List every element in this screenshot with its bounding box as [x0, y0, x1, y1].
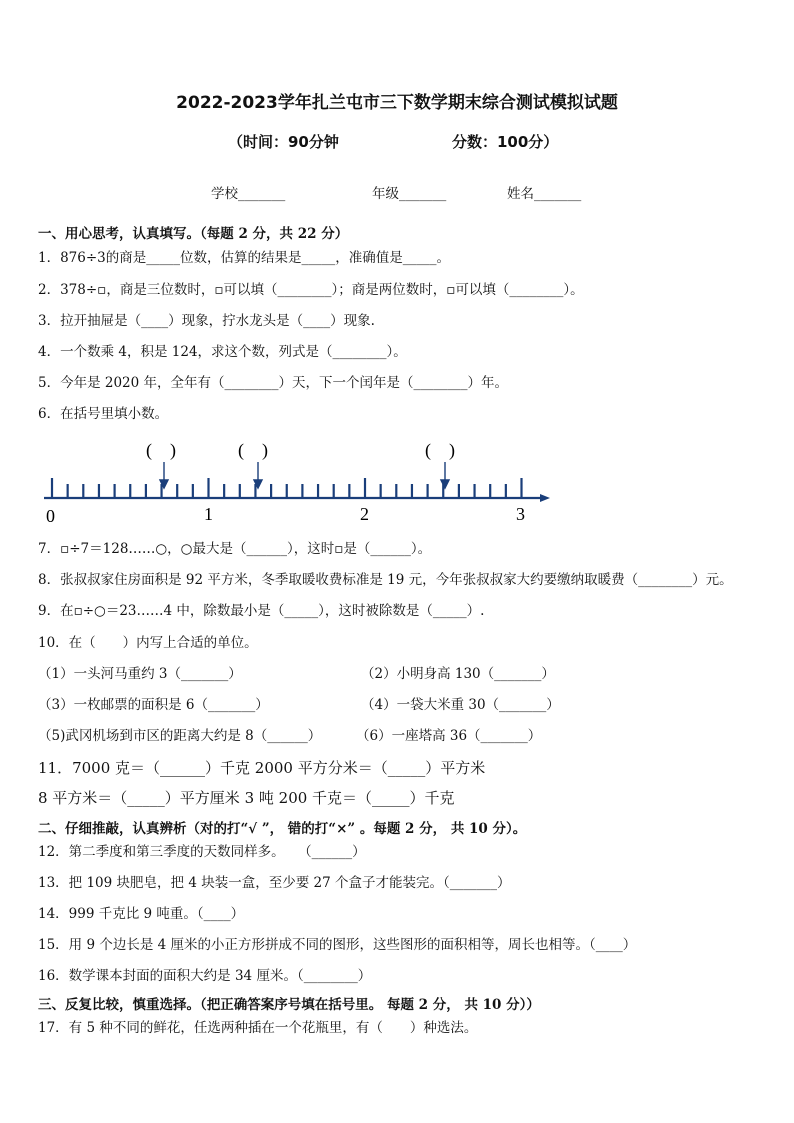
tick-label-2: 2 — [360, 504, 369, 524]
school-field: 学校_______ — [211, 186, 286, 202]
section-1-heading: 一、用心思考，认真填写。（每题 2 分，共 22 分） — [38, 226, 349, 242]
section-2-heading: 二、仔细推敲，认真辨析（对的打“√ ”， 错的打“×” 。每题 2 分， 共 10 分）。 — [38, 821, 527, 837]
question-10-2: （2）小明身高 130（_______） — [361, 666, 555, 682]
question-12: 12．第二季度和第三季度的天数同样多。 （______） — [38, 844, 366, 860]
exam-score: 分数：100分） — [452, 133, 559, 151]
question-4: 4．一个数乘 4，积是 124，求这个数，列式是（________）。 — [38, 344, 407, 360]
question-10-3: （3）一枚邮票的面积是 6（_______） — [38, 697, 269, 713]
tick-label-1: 1 — [204, 504, 213, 524]
number-line-arrowhead — [540, 494, 550, 502]
question-13: 13．把 109 块肥皂，把 4 块装一盒，至少要 27 个盒子才能装完。（_______） — [38, 875, 511, 891]
question-16: 16．数学课本封面的面积大约是 34 厘米。（________） — [38, 968, 372, 984]
question-10-1: （1）一头河马重约 3（_______） — [38, 666, 242, 682]
tick-label-0: 0 — [46, 506, 55, 526]
question-10: 10．在（ ）内写上合适的单位。 — [38, 635, 258, 651]
grade-field: 年级_______ — [372, 186, 447, 202]
number-line-ticks — [52, 478, 522, 498]
exam-time: （时间：90分钟 — [228, 133, 339, 151]
question-1: 1．876÷3的商是_____位数，估算的结果是_____，准确值是_____。 — [38, 250, 451, 266]
question-11-line-1: 11．7000 克＝（______）千克 2000 平方分米＝（_____）平方米 — [38, 759, 486, 777]
question-5: 5．今年是 2020 年，全年有（________）天，下一个闰年是（________）年。 — [38, 375, 509, 391]
question-7: 7．▫÷7＝128……○，○最大是（______），这时▫是（______）。 — [38, 541, 432, 557]
question-2: 2．378÷▫，商是三位数时，▫可以填（________）；商是两位数时，▫可以填（________）。 — [38, 282, 584, 298]
answer-blank-1: ( ) — [146, 440, 176, 460]
question-9: 9．在▫÷○＝23……4 中，除数最小是（_____），这时被除数是（_____）. — [38, 603, 485, 619]
answer-blank-3: ( ) — [425, 440, 455, 460]
question-15: 15．用 9 个边长是 4 厘米的小正方形拼成不同的图形，这些图形的面积相等，周长也相等。（____） — [38, 937, 637, 953]
question-3: 3．拉开抽屉是（____）现象，拧水龙头是（____）现象. — [38, 313, 375, 329]
question-10-4: （4）一袋大米重 30（_______） — [361, 697, 560, 713]
question-6: 6．在括号里填小数。 — [38, 406, 169, 422]
question-14: 14．999 千克比 9 吨重。（____） — [38, 906, 245, 922]
answer-blank-2: ( ) — [238, 440, 268, 460]
question-10-6: （6）一座塔高 36（_______） — [356, 728, 542, 744]
name-field: 姓名_______ — [507, 186, 582, 202]
tick-label-3: 3 — [516, 504, 525, 524]
page-title: 2022-2023学年扎兰屯市三下数学期末综合测试模拟试题 — [176, 93, 618, 113]
question-8: 8．张叔叔家住房面积是 92 平方米，冬季取暖收费标准是 19 元，今年张叔叔家大约要缴纳取暖费（________）元。 — [38, 572, 733, 588]
number-line-figure — [40, 436, 560, 528]
question-11-line-2: 8 平方米＝（_____）平方厘米 3 吨 200 千克＝（_____）千克 — [38, 789, 455, 807]
answer-arrows — [160, 462, 449, 488]
question-10-5: （5)武冈机场到市区的距离大约是 8（______） — [38, 728, 322, 744]
section-3-heading: 三、反复比较，慎重选择。（把正确答案序号填在括号里。 每题 2 分， 共 10 分）） — [38, 997, 540, 1013]
question-17: 17．有 5 种不同的鲜花，任选两种插在一个花瓶里，有（ ）种选法。 — [38, 1020, 478, 1036]
